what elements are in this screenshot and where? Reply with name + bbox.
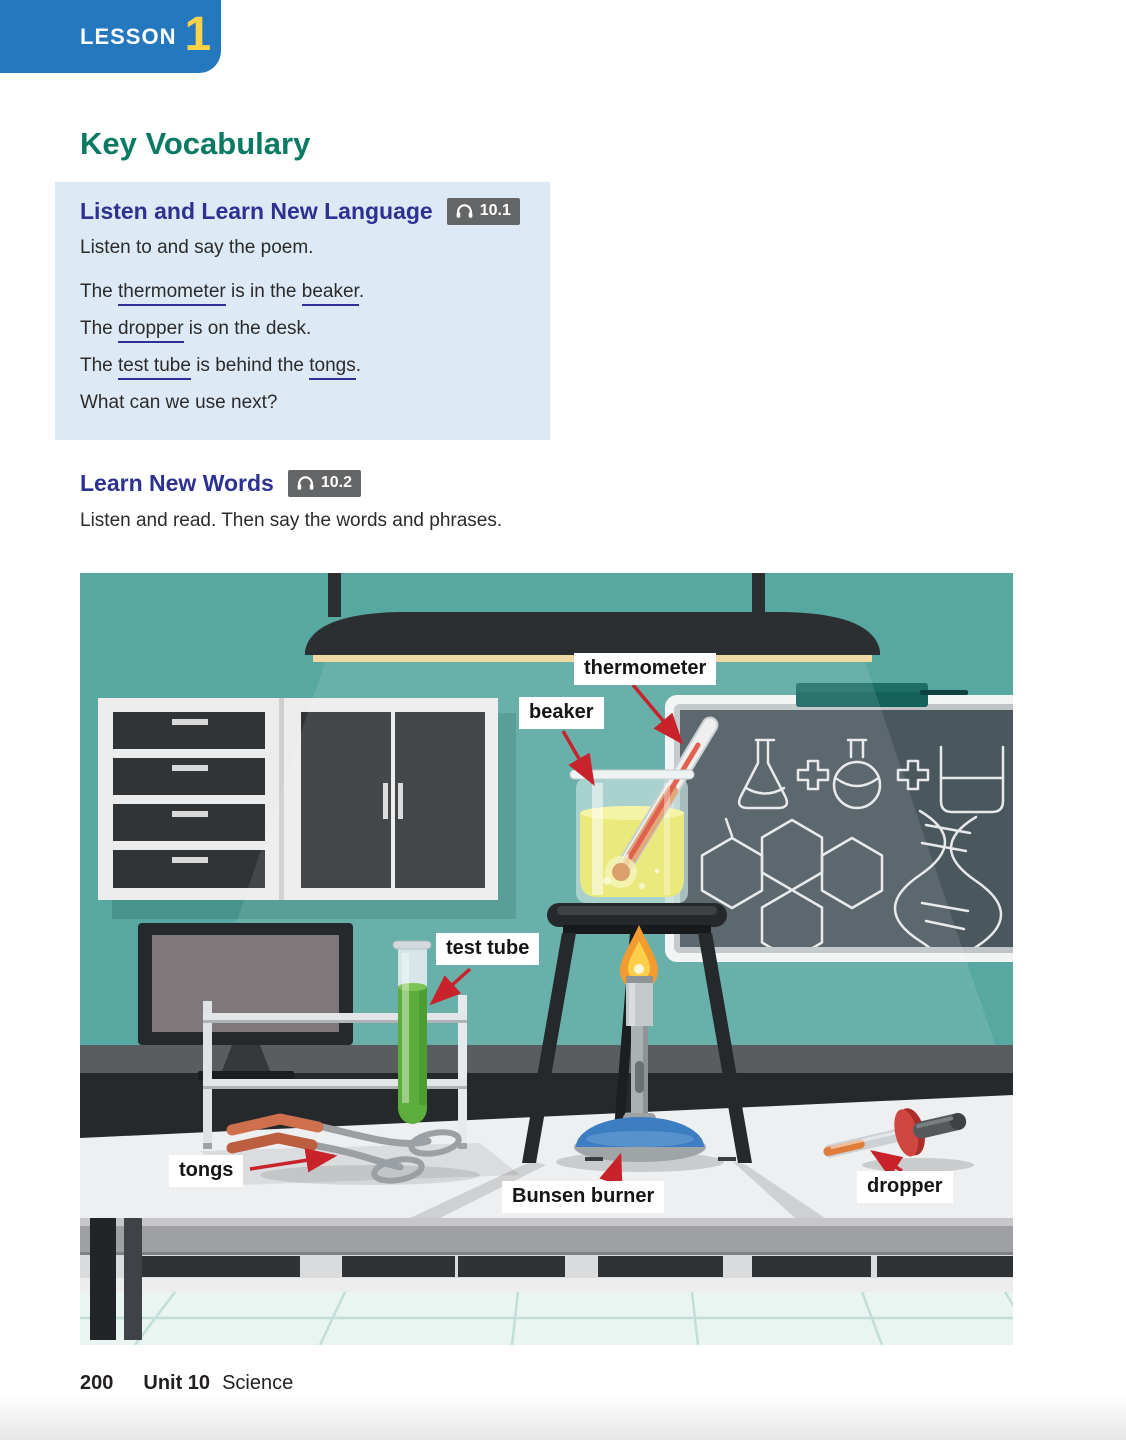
audio-badge-10-2[interactable]: [288, 470, 361, 497]
vocab-test-tube: test tube: [118, 355, 191, 380]
label-test-tube: test tube: [436, 933, 539, 965]
lab-illustration: [80, 573, 1013, 1345]
lesson-number: 1: [184, 7, 212, 61]
label-beaker: beaker: [519, 697, 604, 729]
lab-scene: [80, 573, 1013, 1345]
label-dropper: dropper: [857, 1171, 953, 1203]
lesson-label: LESSON: [80, 23, 177, 49]
vocab-tongs: tongs: [309, 355, 355, 380]
vocab-thermometer: thermometer: [118, 281, 226, 306]
headphones-icon: [456, 204, 473, 218]
marker-pen: [920, 690, 968, 695]
learn-new-words-section: [80, 470, 680, 532]
vocab-beaker: beaker: [302, 281, 359, 306]
listen-learn-heading: Listen and Learn New Language: [80, 198, 433, 224]
poem-line-4: What can we use next?: [80, 392, 278, 413]
page-bottom-fade: [0, 1394, 1126, 1440]
audio-track-number: 10.2: [320, 474, 352, 491]
label-bunsen-burner: Bunsen burner: [502, 1181, 664, 1213]
poem-line-3: The test tube is behind the tongs.: [80, 356, 525, 376]
lesson-tab: [0, 0, 221, 73]
audio-track-number: 10.1: [479, 202, 511, 219]
listen-learn-panel: [55, 182, 550, 440]
learn-words-instruction: Listen and read. Then say the words and phrases.: [80, 510, 503, 531]
listen-instruction: Listen to and say the poem.: [80, 237, 314, 258]
page-footer: [80, 1372, 293, 1395]
page-title: Key Vocabulary: [80, 126, 311, 161]
test-tube-graphic: [393, 941, 431, 1124]
audio-badge-10-1[interactable]: [447, 198, 520, 225]
headphones-icon: [297, 476, 314, 490]
label-thermometer: thermometer: [574, 653, 716, 685]
table-leg: [124, 1218, 142, 1340]
page-number: 200: [80, 1372, 114, 1394]
unit-label: Unit 10: [143, 1372, 211, 1394]
poem-line-1: The thermometer is in the beaker.: [80, 282, 525, 302]
table-leg: [90, 1218, 116, 1340]
vocab-dropper: dropper: [118, 318, 184, 343]
lab-table: [80, 1095, 1013, 1345]
label-tongs: tongs: [169, 1155, 243, 1187]
poem: [80, 282, 525, 413]
poem-line-2: The dropper is on the desk.: [80, 319, 525, 339]
unit-subject: Science: [222, 1372, 294, 1394]
learn-words-heading: Learn New Words: [80, 470, 274, 496]
